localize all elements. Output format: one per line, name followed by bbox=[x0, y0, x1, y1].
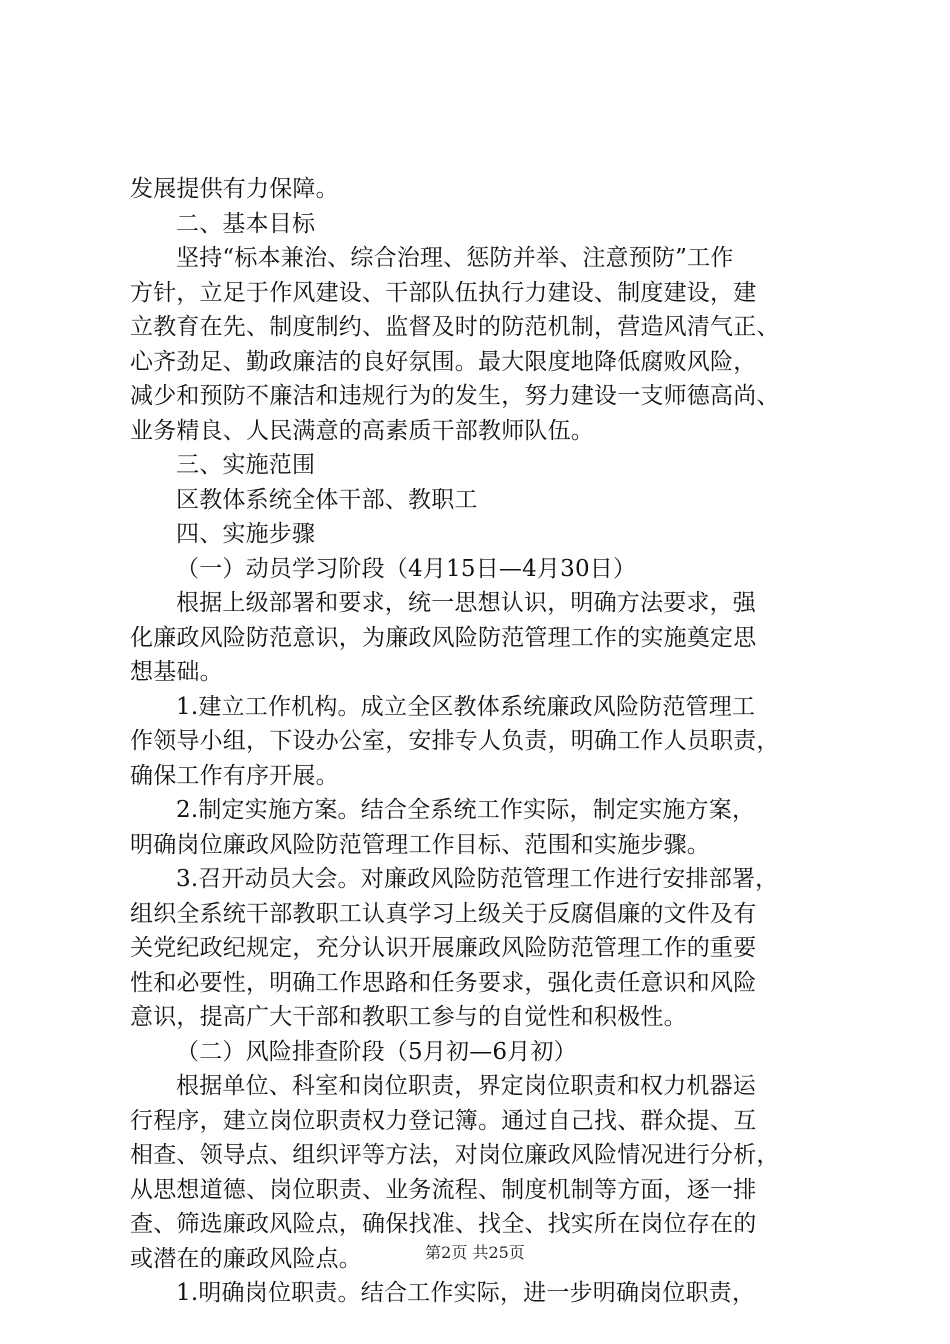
text-line: 确保工作有序开展。 bbox=[130, 762, 339, 789]
text-line: 意识，提高广大干部和教职工参与的自觉性和积极性。 bbox=[130, 1004, 687, 1030]
text-line: 1.明确岗位职责。结合工作实际，进一步明确岗位职责， bbox=[176, 1280, 756, 1306]
text-line: 三、实施范围 bbox=[176, 452, 316, 478]
text-line: 业务精良、人民满意的高素质干部教师队伍。 bbox=[130, 417, 594, 444]
text-line: （一）动员学习阶段（4月15日—4月30日） bbox=[176, 555, 637, 582]
page-footer: 第2页 共25页 bbox=[425, 1243, 525, 1262]
text-line: 发展提供有力保障。 bbox=[130, 176, 339, 202]
text-line: 立教育在先、制度制约、监督及时的防范机制，营造风清气正、 bbox=[130, 314, 780, 340]
text-line: 减少和预防不廉洁和违规行为的发生，努力建设一支师德高尚、 bbox=[130, 383, 780, 409]
text-line: 根据上级部署和要求，统一思想认识，明确方法要求，强 bbox=[176, 590, 756, 616]
text-line: 二、基本目标 bbox=[176, 210, 316, 237]
text-line: 或潜在的廉政风险点。 bbox=[130, 1245, 362, 1272]
text-line: 行程序，建立岗位职责权力登记簿。通过自己找、群众提、互 bbox=[130, 1107, 757, 1134]
text-line: 根据单位、科室和岗位职责，界定岗位职责和权力机器运 bbox=[176, 1073, 756, 1099]
text-line: 方针，立足于作风建设、干部队伍执行力建设、制度建设，建 bbox=[130, 279, 757, 306]
text-line: （二）风险排查阶段（5月初—6月初） bbox=[176, 1038, 577, 1065]
text-line: 2.制定实施方案。结合全系统工作实际，制定实施方案， bbox=[176, 797, 756, 823]
text-line: 作领导小组，下设办公室，安排专人负责，明确工作人员职责， bbox=[130, 728, 780, 754]
document-body bbox=[130, 172, 830, 1311]
text-line: 性和必要性，明确工作思路和任务要求，强化责任意识和风险 bbox=[130, 969, 757, 996]
text-line: 心齐劲足、勤政廉洁的良好氛围。最大限度地降低腐败风险， bbox=[130, 348, 757, 375]
text-line: 想基础。 bbox=[130, 659, 223, 685]
text-line: 化廉政风险防范意识，为廉政风险防范管理工作的实施奠定思 bbox=[130, 624, 757, 651]
text-line: 组织全系统干部教职工认真学习上级关于反腐倡廉的文件及有 bbox=[130, 900, 757, 927]
text-line: 1.建立工作机构。成立全区教体系统廉政风险防范管理工 bbox=[176, 693, 756, 720]
text-line: 3.召开动员大会。对廉政风险防范管理工作进行安排部署， bbox=[176, 866, 779, 892]
text-line: 坚持“标本兼治、综合治理、惩防并举、注意预防”工作 bbox=[176, 245, 734, 271]
text-line: 从思想道德、岗位职责、业务流程、制度机制等方面，逐一排 bbox=[130, 1176, 757, 1203]
text-line: 查、筛选廉政风险点，确保找准、找全、找实所在岗位存在的 bbox=[130, 1211, 757, 1237]
text-line: 四、实施步骤 bbox=[176, 521, 316, 547]
text-line: 明确岗位廉政风险防范管理工作目标、范围和实施步骤。 bbox=[130, 831, 710, 858]
text-line: 相查、领导点、组织评等方法，对岗位廉政风险情况进行分析， bbox=[130, 1142, 780, 1168]
text-line: 关党纪政纪规定，充分认识开展廉政风险防范管理工作的重要 bbox=[130, 935, 757, 961]
text-line: 区教体系统全体干部、教职工 bbox=[176, 486, 478, 513]
